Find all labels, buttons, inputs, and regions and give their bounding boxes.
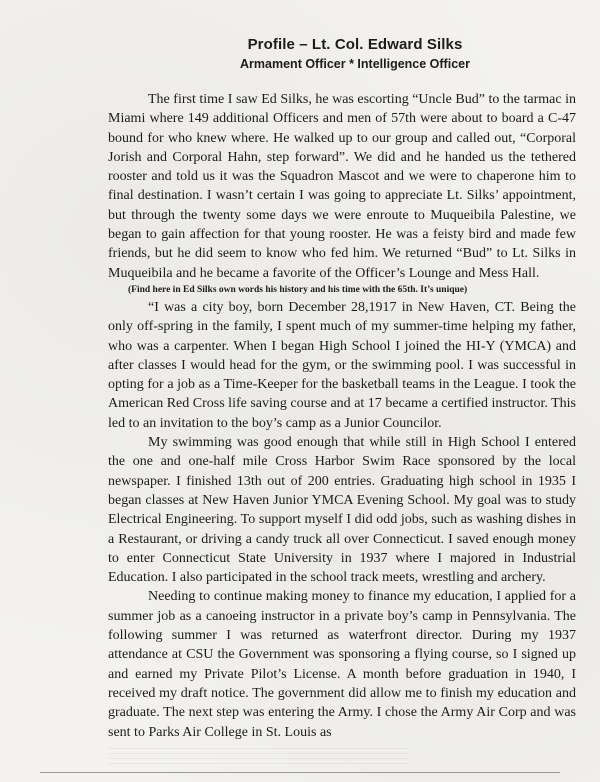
document-title: Profile – Lt. Col. Edward Silks [247,36,463,53]
paragraph-4: Needing to continue making money to finance my education, I applied for a summer job as a canoeing instructor in a private boy’s camp in Pennsylvania. The following summer I was returned as waterfront director. During my 1937 attendance at CSU the Government was sponsoring a flying course, so I signed up and earned my Private Pilot’s License. A month before graduation in 1940, I received my draft notice. The government did allow me to finish my education and graduate. The next step was entering the Army. I chose the Army Air Corp and was sent to Parks Air College in St. Louis as [108,589,576,740]
document-header [0,36,600,71]
bottom-edge-line [40,772,560,773]
paragraph-1: The first time I saw Ed Silks, he was escorting “Uncle Bud” to the tarmac in Miami where 149 additional Officers and men of 57th were about to board a C-47 bound for who knew where. He walked up to our group and called out, “Corporal Jorish and Corporal Hahn, step forward”. We did and he handed us the tethered rooster and told us it was the Squadron Mascot and we were to chaperone him to final destination. I wasn’t certain I was going to appreciate Lt. Silks’ appointment, but through the twenty some days we were enroute to Muqueibila Palestine, we began to gain affection for that young rooster. He was a feisty bird and made few friends, but he did seem to know who fed him. We returned “Bud” to Lt. Silks in Muqueibila and he became a favorite of the Officer’s Lounge and Mess Hall. [108,92,576,281]
paragraph-2: “I was a city boy, born December 28,1917 in New Haven, CT. Being the only off-spring in the family, I spent much of my summer-time helping my father, who was a carpenter. When I began High School I joined the HI-Y (YMCA) and after classes I would head for the gym, or the swimming pool. I was successful in opting for a job as a Time-Keeper for the basketball teams in the League. I took the American Red Cross life saving course and at 17 became a certified instructor. This led to an invitation to the boy’s camp as a Junior Councilor. [108,299,576,431]
document-body [108,90,576,742]
editor-note: (Find here in Ed Silks own words his history and his time with the 65th. It’s unique) [128,284,468,295]
bleed-through-texture [108,748,408,768]
paragraph-3: My swimming was good enough that while still in High School I entered the one and one-half mile Cross Harbor Swim Race sponsored by the local newspaper. I finished 13th out of 200 entries. Graduating high school in 1935 I began classes at New Haven Junior YMCA Evening School. My goal was to study Electrical Engineering. To support myself I did odd jobs, such as washing dishes in a Restaurant, or driving a candy truck all over Connecticut. I saved enough money to enter Connecticut State University in 1937 where I majored in Industrial Education. I also participated in the school track meets, wrestling and archery. [108,435,576,586]
document-subtitle: Armament Officer * Intelligence Officer [240,57,470,71]
